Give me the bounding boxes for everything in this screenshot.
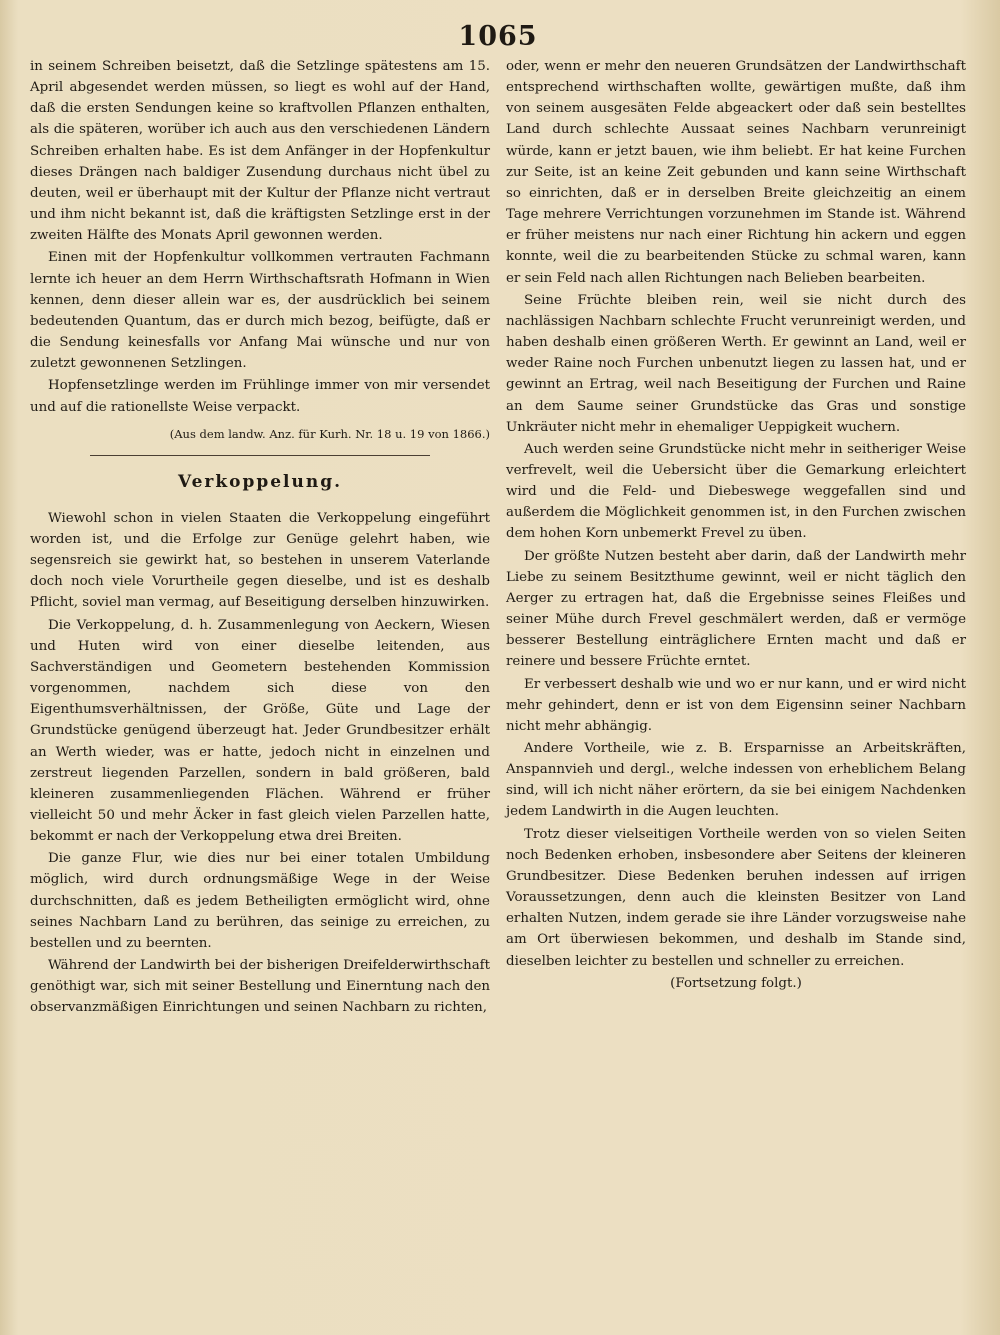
left-column	[30, 56, 490, 1019]
paragraph: Er verbessert deshalb wie und wo er nur kann, und er wird nicht mehr gehindert, denn er ist von dem Eigensinn seiner Nachbarn nicht mehr abhängig.	[506, 676, 966, 734]
right-column	[506, 56, 966, 994]
page-number: 1065	[458, 21, 538, 52]
divider	[90, 455, 430, 456]
paragraph: oder, wenn er mehr den neueren Grundsätzen der Landwirthschaft entsprechend wirthschaften wollte, gewärtigen mußte, daß ihm von seinem ausgesäten Felde abgeackert oder daß sein bestelltes Land durch schlechte Aussaat seines Nachbarn verunreinigt würde, kann er jetzt bauen, wie ihm beliebt. Er hat keine Furchen zur Seite, ist an keine Zeit gebunden und kann seine Wirthschaft so einrichten, daß er in derselben Breite gleichzeitig an einem Tage mehrere Verrichtungen vorzunehmen im Stande ist. Während er früher meistens nur nach einer Richtung hin ackern und eggen konnte, weil die zu bearbeitenden Stücke zu schmal waren, kann er sein Feld nach allen Richtungen nach Belieben bearbeiten.	[506, 59, 966, 286]
paragraph: Die Verkoppelung, d. h. Zusammenlegung von Aeckern, Wiesen und Huten wird von einer dieselbe leitenden, aus Sachverständigen und Geometern bestehenden Kommission vorgenommen, nachdem sich diese von den Eigenthumsverhältnissen, der Größe, Güte und Lage der Grundstücke genügend überzeugt hat. Jeder Grundbesitzer erhält an Werth wieder, was er hatte, jedoch nicht in einzelnen und zerstreut liegenden Parzellen, sondern in bald größeren, bald kleineren zusammenliegenden Flächen. Während er früher vielleicht 50 und mehr Äcker in fast gleich vielen Parzellen hatte, bekommt er nach der Verkoppelung etwa drei Breiten.	[30, 617, 490, 845]
paragraph: Wiewohl schon in vielen Staaten die Verkoppelung eingeführt worden ist, und die Erfolge zur Genüge gelehrt haben, wie segensreich sie gewirkt hat, so bestehen in unserem Vaterlande doch noch viele Vorurtheile gegen dieselbe, und ist es deshalb Pflicht, soviel man vermag, auf Beseitigung derselben hinzuwirken.	[30, 510, 490, 611]
paragraph: Einen mit der Hopfenkultur vollkommen vertrauten Fachmann lernte ich heuer an dem Herrn Wirthschaftsrath Hofmann in Wien kennen, denn dieser allein war es, der ausdrücklich bei seinem bedeutenden Quantum, das er durch mich bezog, beifügte, daß er die Sendung keinesfalls vor Anfang Mai wünsche und nur von zuletzt gewonnenen Setzlingen.	[30, 250, 490, 372]
columns	[30, 56, 966, 1019]
paragraph: Andere Vortheile, wie z. B. Ersparnisse an Arbeitskräften, Anspannvieh und dergl., welche indessen von erheblichem Belang sind, will ich nicht näher erörtern, da sie bei einigem Nachdenken jedem Landwirth in die Augen leuchten.	[506, 741, 966, 820]
continuation-note: (Fortsetzung folgt.)	[670, 975, 802, 991]
paragraph: Die ganze Flur, wie dies nur bei einer totalen Umbildung möglich, wird durch ordnungsmäßige Wege in der Weise durchschnitten, daß es jedem Betheiligten ermöglicht wird, ohne seines Nachbarn Land zu berühren, das seinige zu erreichen, zu bestellen und zu beernten.	[30, 851, 490, 951]
paragraph: Hopfensetzlinge werden im Frühlinge immer von mir versendet und auf die rationellste Weise verpackt.	[30, 378, 490, 415]
paragraph: Während der Landwirth bei der bisherigen Dreifelderwirthschaft genöthigt war, sich mit seiner Bestellung und Einerntung nach den observanzmäßigen Einrichtungen und seinen Nachbarn zu richten,	[30, 958, 491, 1016]
paragraph: Auch werden seine Grundstücke nicht mehr in seitheriger Weise verfrevelt, weil die Uebersicht über die Gemarkung erleichtert wird und die Feld- und Diebeswege weggefallen sind und außerdem die Möglichkeit genommen ist, in den Furchen zwischen dem hohen Korn unbemerkt Frevel zu üben.	[506, 441, 966, 542]
source-citation: (Aus dem landw. Anz. für Kurh. Nr. 18 u. 19 von 1866.)	[169, 426, 490, 441]
article-heading: Verkoppelung.	[177, 471, 343, 492]
paragraph: in seinem Schreiben beisetzt, daß die Setzlinge spätestens am 15. April abgesendet werden müssen, so liegt es wohl auf der Hand, daß die ersten Sendungen keine so kraftvollen Pflanzen enthalten, als die späteren, worüber ich auch aus den verschiedenen Ländern Schreiben erhalten habe. Es ist dem Anfänger in der Hopfenkultur dieses Drängen nach baldiger Zusendung durchaus nicht übel zu deuten, weil er überhaupt mit der Kultur der Pflanze nicht vertraut und ihm nicht bekannt ist, daß die kräftigsten Setzlinge erst in der zweiten Hälfte des Monats April gewonnen werden.	[30, 59, 490, 244]
paragraph: Der größte Nutzen besteht aber darin, daß der Landwirth mehr Liebe zu seinem Besitzthume gewinnt, weil er nicht täglich den Aerger zu ertragen hat, daß die Ergebnisse seines Fleißes und seiner Mühe durch Frevel geschmälert werden, daß er vermöge besserer Bestellung einträglichere Ernten macht und daß er reinere und bessere Früchte erntet.	[506, 548, 966, 670]
paragraph: Trotz dieser vielseitigen Vortheile werden von so vielen Seiten noch Bedenken erhoben, insbesondere aber Seitens der kleineren Grundbesitzer. Diese Bedenken beruhen indessen auf irrigen Voraussetzungen, denn auch die kleinsten Besitzer von Land erhalten Nutzen, indem gerade sie ihre Länder vorzugsweise nahe am Ort überwiesen bekommen, und deshalb im Stande sind, dieselben leichter zu bestellen und schneller zu erreichen.	[506, 826, 966, 969]
paragraph: Seine Früchte bleiben rein, weil sie nicht durch des nachlässigen Nachbarn schlechte Frucht verunreinigt werden, und haben deshalb einen größeren Werth. Er gewinnt an Land, weil er weder Raine noch Furchen unbenutzt liegen zu lassen hat, und er gewinnt an Ertrag, weil nach Beseitigung der Furchen und Raine an dem Saume seiner Grundstücke das Gras und sonstige Unkräuter nicht mehr in ehemaliger Ueppigkeit wuchern.	[506, 292, 966, 435]
